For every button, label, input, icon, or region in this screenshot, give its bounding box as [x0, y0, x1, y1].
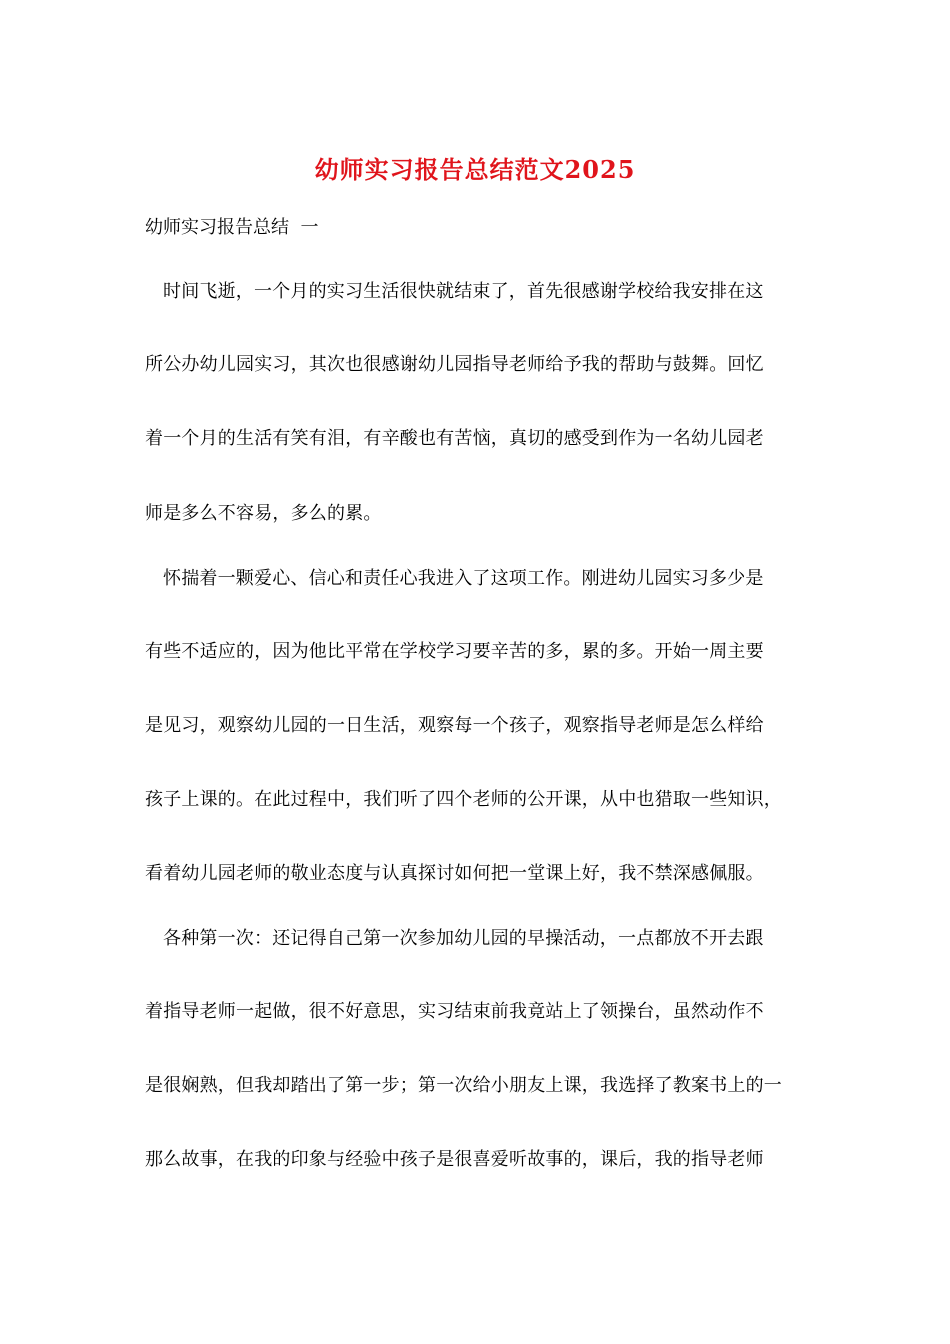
paragraph-line-1: 时间飞逝，一个月的实习生活很快就结束了，首先很感谢学校给我安排在这: [163, 281, 764, 302]
paragraph-line-8: 孩子上课的。在此过程中，我们听了四个老师的公开课，从中也猎取一些知识，: [145, 789, 782, 810]
paragraph-line-7: 是见习，观察幼儿园的一日生活，观察每一个孩子，观察指导老师是怎么样给: [145, 715, 764, 736]
document-title: 幼师实习报告总结范文2025: [314, 155, 636, 184]
paragraph-line-3: 着一个月的生活有笑有泪，有辛酸也有苦恼，真切的感受到作为一名幼儿园老: [145, 428, 764, 449]
paragraph-line-11: 着指导老师一起做，很不好意思，实习结束前我竟站上了领操台，虽然动作不: [145, 1001, 764, 1022]
paragraph-line-5: 怀揣着一颗爱心、信心和责任心我进入了这项工作。刚进幼儿园实习多少是: [163, 568, 764, 589]
paragraph-line-12: 是很娴熟，但我却踏出了第一步；第一次给小朋友上课，我选择了教案书上的一: [145, 1075, 782, 1096]
paragraph-line-6: 有些不适应的，因为他比平常在学校学习要辛苦的多，累的多。开始一周主要: [145, 641, 764, 662]
paragraph-line-10: 各种第一次：还记得自己第一次参加幼儿园的早操活动，一点都放不开去跟: [163, 928, 764, 949]
paragraph-line-4: 师是多么不容易，多么的累。: [145, 503, 382, 524]
paragraph-line-13: 那么故事，在我的印象与经验中孩子是很喜爱听故事的，课后，我的指导老师: [145, 1149, 764, 1170]
section-heading: 幼师实习报告总结 一: [145, 217, 319, 238]
paragraph-line-9: 看着幼儿园老师的敬业态度与认真探讨如何把一堂课上好，我不禁深感佩服。: [145, 863, 764, 884]
paragraph-line-2: 所公办幼儿园实习，其次也很感谢幼儿园指导老师给予我的帮助与鼓舞。回忆: [145, 354, 764, 375]
